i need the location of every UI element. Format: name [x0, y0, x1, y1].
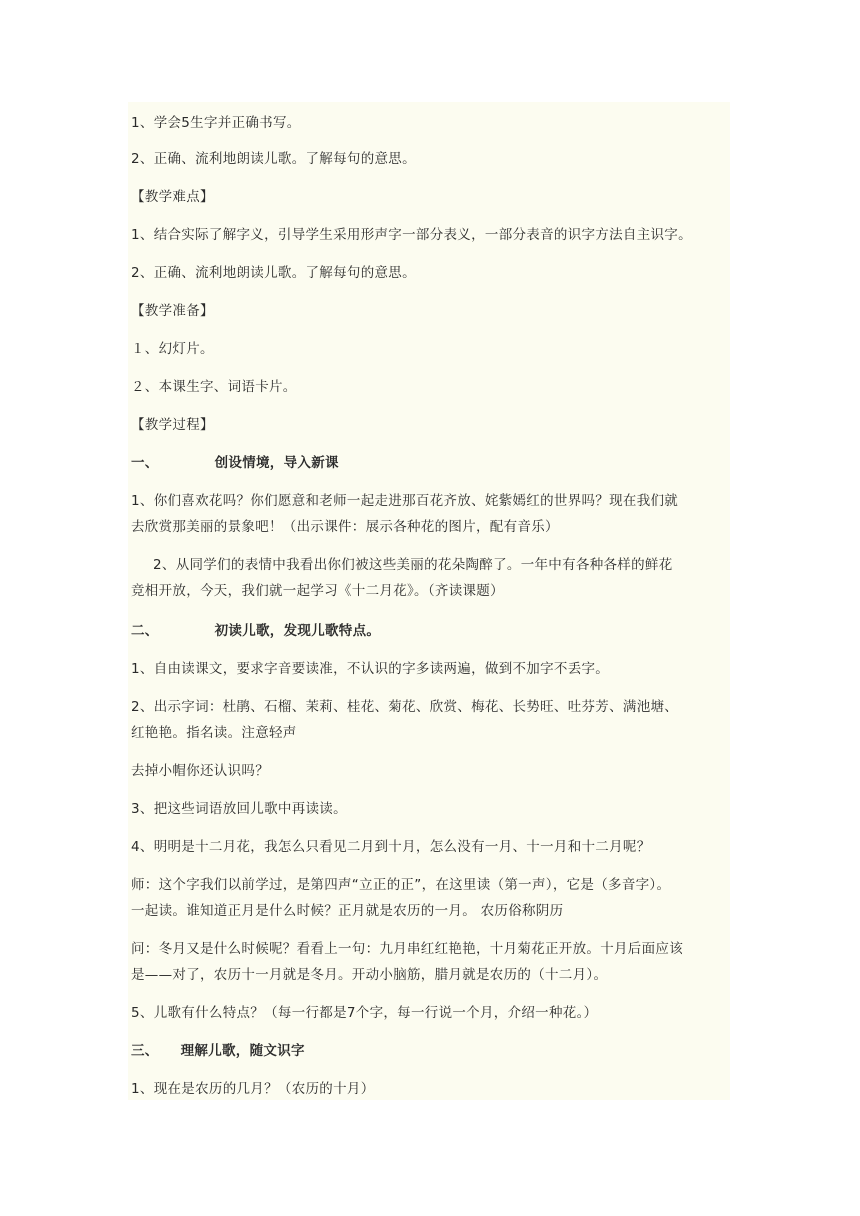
text-line: 2、正确、流利地朗读儿歌。了解每句的意思。 [131, 265, 416, 281]
text-line: ２、本课生字、词语卡片。 [131, 379, 297, 395]
text-line: 去欣赏那美丽的景象吧！（出示课件：展示各种花的图片，配有音乐） [131, 519, 559, 535]
text-line: 一起读。谁知道正月是什么时候？正月就是农历的一月。 农历俗称阴历 [131, 903, 564, 919]
text-line: 问：冬月又是什么时候呢？看看上一句：九月串红红艳艳，十月菊花正开放。十月后面应该 [131, 941, 683, 957]
section-heading [131, 1038, 730, 1064]
heading-number: 二、 [131, 623, 159, 639]
section-heading [131, 450, 730, 476]
text-line: 1、你们喜欢花吗？你们愿意和老师一起走进那百花齐放、姹紫嫣红的世界吗？现在我们就 [131, 493, 679, 509]
text-line: 2、出示字词：杜鹃、石榴、茉莉、桂花、菊花、欣赏、梅花、长势旺、吐芬芳、满池塘、 [131, 699, 679, 715]
text-line: 1、结合实际了解字义，引导学生采用形声字一部分表义，一部分表音的识字方法自主识字。 [131, 227, 692, 243]
section-heading [131, 618, 730, 644]
heading-text: 初读儿歌，发现儿歌特点。 [214, 623, 381, 639]
heading-number: 一、 [131, 455, 159, 471]
heading-text: 创设情境，导入新课 [214, 455, 339, 471]
heading-number: 三、 [131, 1043, 159, 1059]
text-line: １、幻灯片。 [131, 341, 214, 357]
section-label: 【教学过程】 [131, 417, 214, 433]
text-line: 师：这个字我们以前学过，是第四声“立正的正”，在这里读（第一声），它是（多音字）。 [131, 877, 671, 893]
section-label: 【教学准备】 [131, 303, 214, 319]
text-line: 竞相开放，今天，我们就一起学习《十二月花》。（齐读课题） [131, 583, 504, 599]
text-line: 2、从同学们的表情中我看出你们被这些美丽的花朵陶醉了。一年中有各种各样的鲜花 [153, 557, 673, 573]
text-line: 红艳艳。指名读。注意轻声 [131, 725, 297, 741]
text-line: 2、正确、流利地朗读儿歌。了解每句的意思。 [131, 151, 416, 167]
text-line: 1、学会5生字并正确书写。 [131, 115, 301, 131]
text-line: 4、明明是十二月花，我怎么只看见二月到十月，怎么没有一月、十一月和十二月呢？ [131, 839, 651, 855]
section-label: 【教学难点】 [131, 189, 214, 205]
heading-text: 理解儿歌，随文识字 [180, 1043, 305, 1059]
text-line: 去掉小帽你还认识吗？ [131, 763, 269, 779]
text-line: 5、儿歌有什么特点？（每一行都是7个字，每一行说一个月，介绍一种花。） [131, 1005, 598, 1021]
text-line: 1、自由读课文，要求字音要读准，不认识的字多读两遍，做到不加字不丢字。 [131, 661, 610, 677]
document-body [128, 102, 730, 1100]
text-line: 3、把这些词语放回儿歌中再读读。 [131, 801, 347, 817]
text-line: 1、现在是农历的几月？（农历的十月） [131, 1081, 375, 1097]
text-line: 是——对了，农历十一月就是冬月。开动小脑筋，腊月就是农历的（十二月）。 [131, 967, 608, 983]
